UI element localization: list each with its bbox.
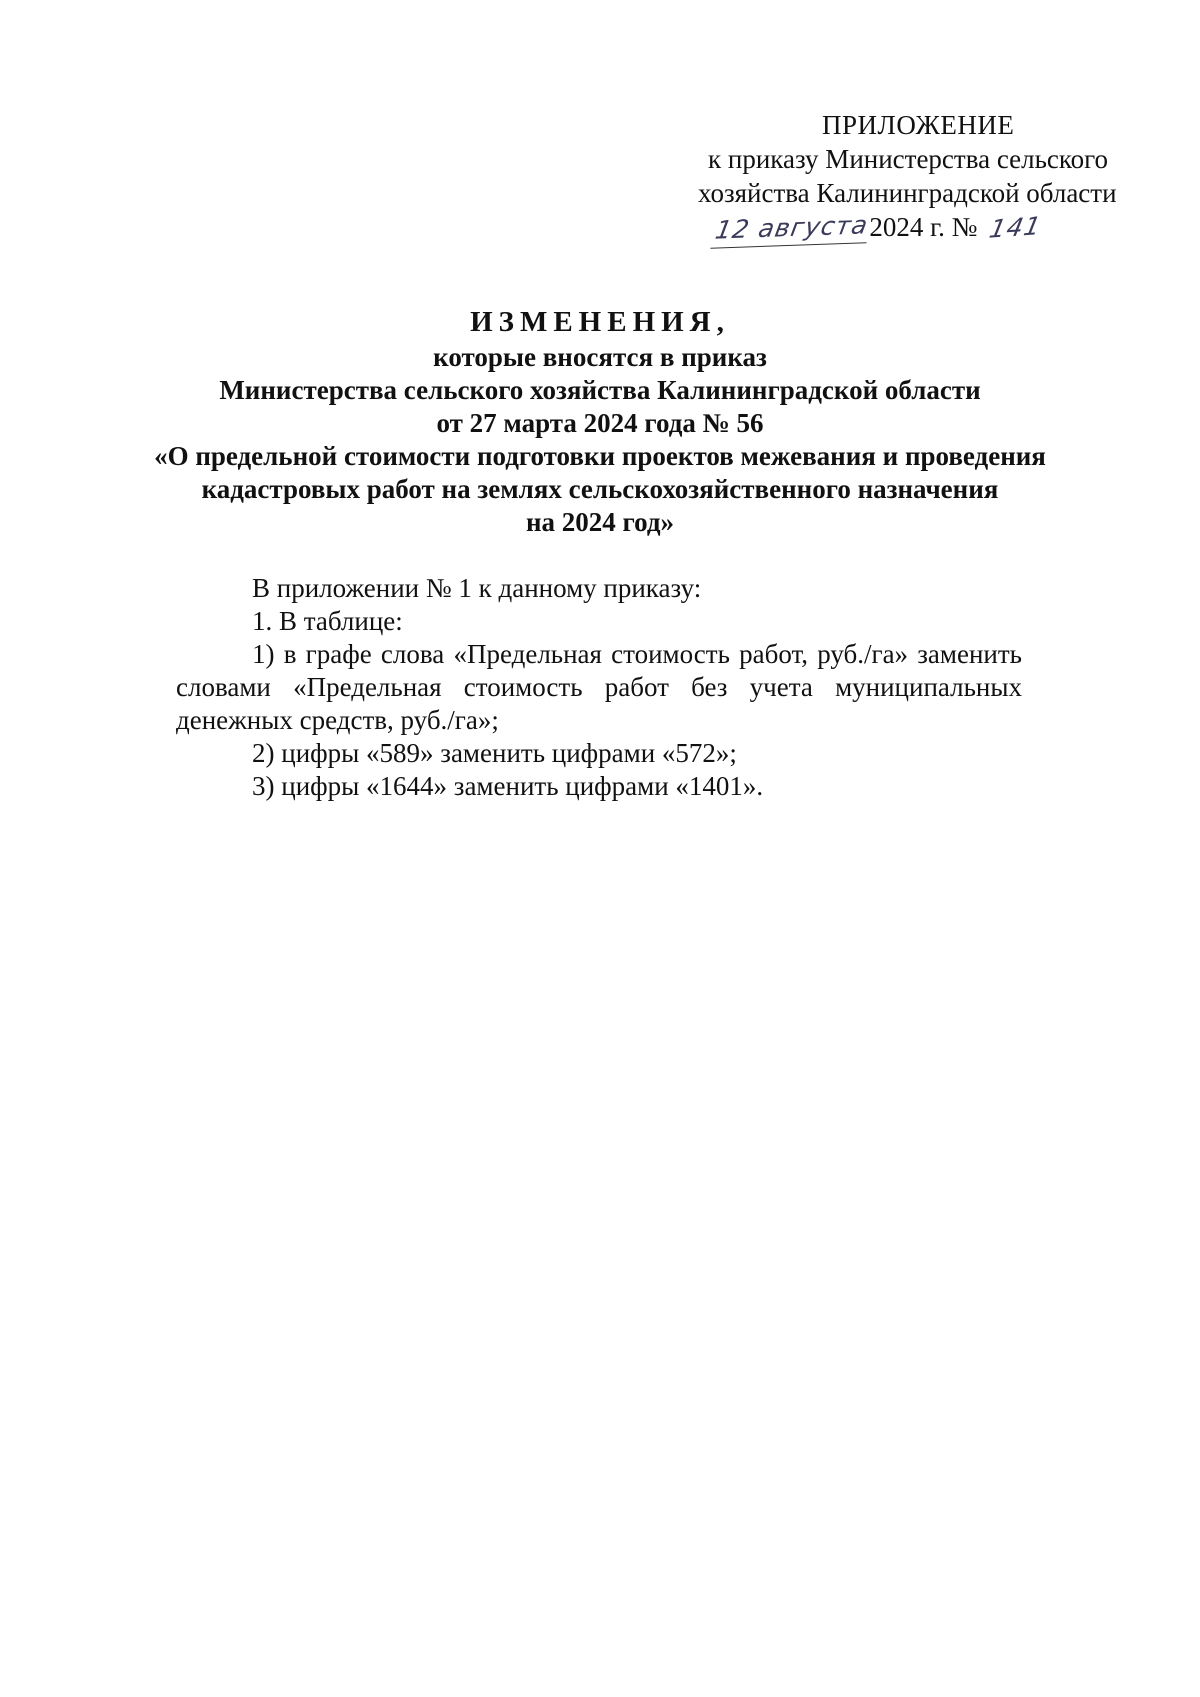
body-paragraph-3: 1) в графе слова «Предельная стоимость работ, руб./га» заменить словами «Предельная стоимость работ без учета муниципальных денежных средств, руб./га»;: [176, 639, 1022, 735]
title-line-4: «О предельной стоимости подготовки проектов межевания и проведения: [154, 441, 1046, 471]
title-line-6: на 2024 год»: [525, 507, 675, 537]
title-line-1: которые вносятся в приказ: [433, 342, 767, 372]
body-paragraph-1: В приложении № 1 к данному приказу:: [252, 573, 702, 603]
body-paragraph-5: 3) цифры «1644» заменить цифрами «1401».: [252, 771, 764, 801]
body-paragraph-2: 1. В таблице:: [252, 606, 403, 636]
attachment-line-2: хозяйства Калининградской области: [698, 178, 1117, 208]
attachment-year-text: 2024 г. №: [869, 212, 978, 242]
attachment-line-1: к приказу Министерства сельского: [708, 144, 1109, 174]
document-title: [150, 306, 1050, 539]
handwritten-number: 141: [986, 211, 1045, 244]
handwritten-date: 12 августа: [710, 208, 873, 248]
attachment-date-row: [714, 210, 1160, 246]
body-paragraph-4: 2) цифры «589» заменить цифрами «572»;: [252, 738, 737, 768]
title-line-2: Министерства сельского хозяйства Калининградской области: [219, 375, 981, 405]
attachment-header: [690, 108, 1160, 246]
attachment-title: ПРИЛОЖЕНИЕ: [822, 110, 1015, 140]
title-main: ИЗМЕНЕНИЯ,: [470, 306, 730, 338]
title-line-3: от 27 марта 2024 года № 56: [436, 408, 764, 438]
document-body: [176, 572, 1022, 803]
title-line-5: кадастровых работ на землях сельскохозяйственного назначения: [201, 474, 999, 504]
